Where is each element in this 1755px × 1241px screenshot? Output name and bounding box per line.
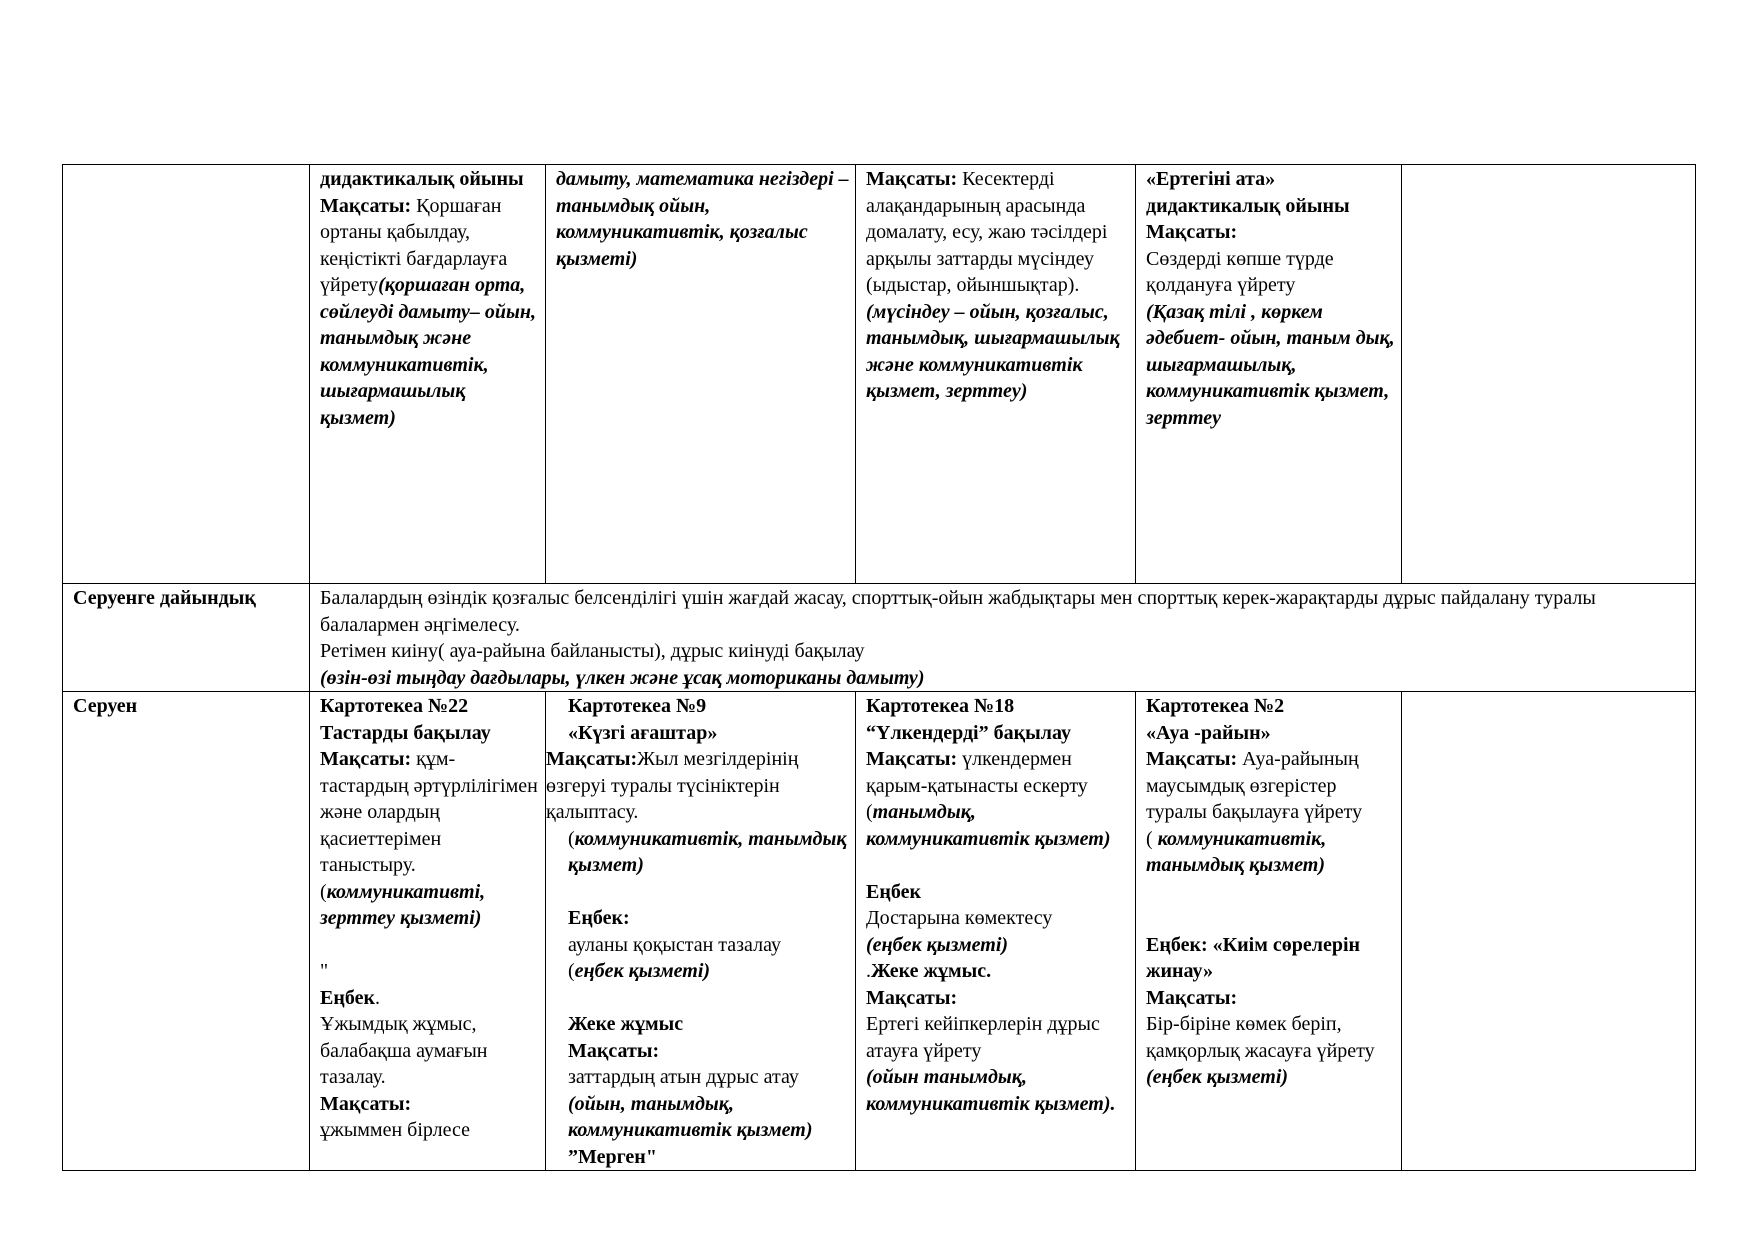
activity-goal-label: Мақсаты: bbox=[1146, 221, 1238, 243]
activity-goal: Мақсаты: Кесектерді алақандарының арасында домалату, есу, жаю тәсілдері арқылы заттарды мүсіндеу (ыдыстар, ойыншықтар). bbox=[866, 168, 1108, 296]
labor-heading: Еңбек bbox=[866, 880, 921, 903]
walk-areas: ( коммуникативтік, танымдық қызмет) bbox=[1146, 827, 1327, 876]
walk-areas: (коммуникативтік, танымдық қызмет) bbox=[568, 827, 847, 876]
goal2-label: Мақсаты: bbox=[320, 1092, 412, 1115]
cell-thu-walk bbox=[1136, 692, 1402, 1171]
walk-title: “Үлкендерді” бақылау bbox=[866, 721, 1071, 744]
table-row-walk-prep bbox=[63, 584, 1696, 692]
walk-prep-dressing: Ретімен киіну( ауа-райына байланысты), дұрыс киінуді бақылау bbox=[320, 640, 865, 662]
cell-tue-walk bbox=[546, 692, 856, 1171]
walk-prep-text: Балалардың өзіндік қозғалыс белсенділігі үшін жағдай жасау, спорттық-ойын жабдықтары мен спорттық керек-жарақтарды дұрыс пайдалану туралы балалармен әңгімелесу. bbox=[320, 587, 1596, 636]
cell-thu-activity bbox=[1136, 165, 1402, 584]
table-row-walk bbox=[63, 692, 1696, 1171]
walk-areas: (коммуникативті, зерттеу қызметі) bbox=[320, 880, 486, 929]
walk-quote-mark: " bbox=[320, 960, 329, 982]
labor-text: ауланы қоқыстан тазалау bbox=[568, 933, 781, 956]
row-label-empty bbox=[63, 165, 310, 584]
row-label-walk: Серуен bbox=[63, 692, 310, 1171]
walk-card: Картотекеа №2 bbox=[1146, 695, 1285, 717]
walk-card: Картотекеа №18 bbox=[866, 695, 1015, 717]
game-name: ”Мерген" bbox=[568, 1145, 657, 1168]
goal2-text: заттардың атын дұрыс атау bbox=[568, 1066, 799, 1088]
cell-tue-activity bbox=[546, 165, 856, 584]
activity-areas: дамыту, математика негіздері – танымдық ойын, коммуникативтік, қозғалыс қызметі) bbox=[556, 168, 849, 270]
walk-goal: Мақсаты: құм-тастардың әртүрлілігімен және олардың қасиеттерімен таныстыру. bbox=[320, 748, 538, 876]
labor-areas: (еңбек қызметі) bbox=[568, 960, 711, 982]
walk-card: Картотекеа №9 bbox=[568, 695, 707, 717]
daily-plan-table bbox=[62, 164, 1696, 1171]
cell-wed-activity bbox=[856, 165, 1136, 584]
walk-goal: Мақсаты:Жыл мезгілдерінің өзгеруі туралы түсініктерін қалыптасу. bbox=[546, 748, 799, 823]
walk-goal: Мақсаты: Ауа-райының маусымдық өзгерістер туралы бақылауға үйрету bbox=[1146, 748, 1363, 823]
activity-areas: (мүсіндеу – ойын, қозғалыс, танымдық, шығармашылық және коммуникативтік қызмет, зерттеу) bbox=[866, 300, 1120, 402]
labor-heading: Еңбек: «Киім сөрелерін жинау» bbox=[1146, 933, 1361, 982]
activity-areas: (Қазақ тілі , көркем әдебиет- ойын, таным дық, шығармашылық, коммуникативтік қызмет, зерттеу bbox=[1146, 300, 1395, 429]
goal2-label: Мақсаты: bbox=[866, 986, 958, 1009]
walk-prep-areas: (өзін-өзі тыңдау дағдылары, үлкен және ұсақ моториканы дамыту) bbox=[320, 666, 925, 689]
activity-title: дидактикалық ойыны bbox=[320, 168, 524, 190]
labor-text: Достарына көмектесу bbox=[866, 907, 1053, 929]
goal2-text: Ертегі кейіпкерлерін дұрыс атауға үйрету bbox=[866, 1013, 1100, 1062]
walk-title: Тастарды бақылау bbox=[320, 721, 491, 744]
activity-goal-text: Сөздерді көпше түрде қолдануға үйрету bbox=[1146, 247, 1334, 296]
goal2-label: Мақсаты: bbox=[568, 1039, 660, 1062]
individual-work-heading: Жеке жұмыс bbox=[568, 1013, 684, 1035]
activity-goal: Мақсаты: Қоршаған ортаны қабылдау, кеңістікті бағдарлауға үйрету(қоршаған орта, сөйлеуді дамыту– ойын, танымдық және коммуникативтік, шығармашылық қызмет) bbox=[320, 194, 536, 429]
goal2-areas: (ойын танымдық, коммуникативтік қызмет). bbox=[866, 1066, 1116, 1115]
table-row-activities-continued bbox=[63, 165, 1696, 584]
goal2-text: Бір-біріне көмек беріп, қамқорлық жасауға үйрету bbox=[1146, 1013, 1375, 1062]
goal2-label: Мақсаты: bbox=[1146, 986, 1238, 1009]
labor-heading: Еңбек. bbox=[320, 986, 380, 1009]
activity-subtitle: дидактикалық ойыны bbox=[1146, 194, 1350, 217]
row-label-walk-prep: Серуенге дайындық bbox=[63, 584, 310, 692]
labor-heading: Еңбек: bbox=[568, 907, 630, 929]
cell-fri-activity bbox=[1402, 165, 1696, 584]
labor-text: Ұжымдық жұмыс, балабақша аумағын тазалау. bbox=[320, 1013, 488, 1088]
walk-card: Картотекеа №22 bbox=[320, 695, 469, 717]
goal2-areas: (еңбек қызметі) bbox=[1146, 1066, 1289, 1088]
cell-mon-walk bbox=[310, 692, 546, 1171]
walk-title: «Ауа -райын» bbox=[1146, 721, 1271, 744]
activity-areas: (қоршаған орта, сөйлеуді дамыту– ойын, танымдық және коммуникативтік, шығармашылық қызмет) bbox=[320, 274, 536, 429]
walk-areas: (танымдық, коммуникативтік қызмет) bbox=[866, 801, 1111, 850]
cell-mon-activity bbox=[310, 165, 546, 584]
activity-title: «Ертегіні ата» bbox=[1146, 168, 1276, 190]
walk-goal: Мақсаты: үлкендермен қарым-қатынасты ескерту bbox=[866, 748, 1088, 797]
goal2-text: ұжыммен бірлесе bbox=[320, 1119, 470, 1141]
goal2-areas: (ойын, танымдық, коммуникативтік қызмет) bbox=[568, 1092, 813, 1141]
individual-work-heading: .Жеке жұмыс. bbox=[866, 960, 992, 982]
cell-fri-walk bbox=[1402, 692, 1696, 1171]
labor-areas: (еңбек қызметі) bbox=[866, 933, 1009, 956]
cell-wed-walk bbox=[856, 692, 1136, 1171]
walk-title: «Күзгі ағаштар» bbox=[568, 721, 718, 744]
cell-walk-prep-content bbox=[310, 584, 1696, 692]
